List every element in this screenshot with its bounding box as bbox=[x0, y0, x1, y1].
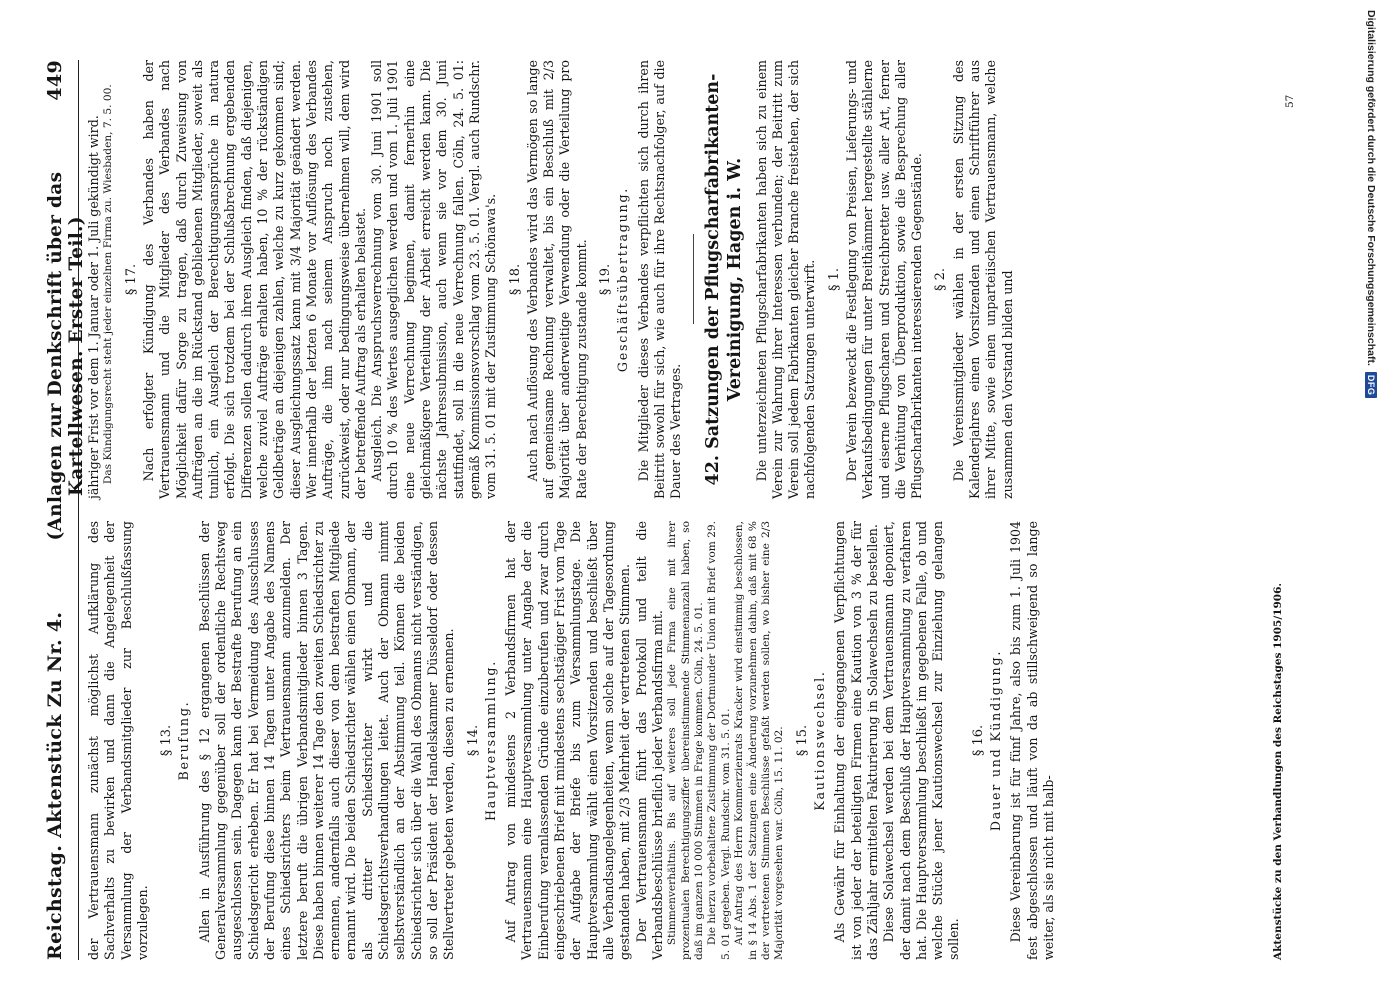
section-15-text-1: Als Gewähr für Einhaltung der eingegangenen Verpflichtungen ist von jeder der beteiligten Firmen eine Kaution von 3 % der für das Zähljahr ermittelten Fakturierung in Solawechseln zu bestellen. bbox=[832, 521, 880, 960]
document-page bbox=[40, 60, 1330, 960]
section-1-number: § 1. bbox=[826, 267, 842, 292]
section-18-text: Auch nach Auflösung des Verbandes wird das Vermögen so lange auf gemeinsame Rechnung verwaltet, bis ein Beschluß mit 2/3 Majorität über anderweitige Verwendung oder die Verteilung pro Rate der Berechtigung zustande kommt. bbox=[524, 60, 589, 499]
section-14-text-2: Der Vertrauensmann führt das Protokoll und teilt die Verbandsbeschlüsse brieflich jeder Verbandsfirma mit. bbox=[633, 521, 665, 960]
header-center: (Anlagen zur Denkschrift über das Kartellwesen. Erster Teil.) bbox=[45, 171, 87, 541]
section-14-note-1: Stimmenverhältnis. Bis auf weiteres soll jede Firma eine mit ihrer prozentualen Berechtigungsziffer übereinstimmende Stimmenanzahl haben, so daß im ganzen 10 000 Stimmen in Frage kommen. Cöln, 24. 5. 01. bbox=[666, 521, 705, 960]
section-17-ausgleich: Ausgleich. Die Anspruchsverrechnung vom 30. Juni 1901 soll durch 10 % des Wertes ausgeglichen werden und vom 1. Juli 1901 eine neue Verrechnung beginnen, damit fernerhin eine gleichmäßigere Verteilung der Arbeit erreicht werden kann. Die nächste Jahressubmission, auch wenn sie vor dem 30. Juni stattfindet, soll in die neue Verrechnung fallen. Cöln, 24. 5. 01: gemäß Kommissionsvorschlag vom 23. 5. 01. Vergl. auch Rundschr. vom 31. 5. 01 mit der Zustimmung Schönawa's. bbox=[369, 60, 499, 499]
section-14-text-1: Auf Antrag von mindestens 2 Verbandsfirmen hat der Vertrauensmann eine Hauptversammlung unter Angabe der die Einberufung veranlassenden Gründe einzuberufen und zwar durch eingeschriebenen Brief mit mindestens sechstägiger Frist vom Tage der Aufgabe der Briefe bis zum Versammlungstage. Die Hauptversammlung wählt einen Vorsitzenden und beschließt über alle Verbandsangelegenheiten, wenn solche auf der Tagesordnung gestanden haben, mit 2/3 Mehrheit der vertretenen Stimmen. bbox=[503, 521, 633, 960]
continuation-text: der Vertrauensmann zunächst möglichst Aufklärung des Sachverhalts zu bewirken und dann die Angelegenheit der Versammlung der Verbandsmitglieder zur Beschlußfassung vorzulegen. bbox=[86, 521, 150, 960]
section-14-note-2: Die hierzu vorbehaltene Zustimmung der Dortmunder Union mit Brief vom 29. 5. 01 gegeben. Vergl. Rundschr. vom 31. 5. 01. bbox=[706, 521, 732, 960]
section-13-number: § 13. bbox=[159, 724, 175, 757]
section-19-text: Die Mitglieder dieses Verbandes verpflichten sich durch ihren Beitritt sowohl für sich, wie auch für ihre Rechtsnachfolger, auf die Dauer des Vertrages. bbox=[635, 60, 684, 499]
running-head bbox=[44, 60, 87, 960]
continuation-text-right: jähriger Frist vor dem 1. Januar oder 1. Juli gekündigt wird. bbox=[86, 115, 101, 499]
section-17-number: § 17. bbox=[123, 263, 139, 296]
section-15-text-2: Diese Solawechsel werden bei dem Vertrauensmann deponiert, der damit nach dem Beschluß der Hauptversammlung zu verfahren hat. Die Hauptversammlung beschließt im gegebenen Falle, ob und welche Stücke jener Kautionswechsel zur Einziehung gelangen sollen. bbox=[881, 521, 962, 960]
section-2-number: § 2. bbox=[933, 267, 949, 292]
section-1-text: Der Verein bezweckt die Festlegung von Preisen, Lieferungs- und Verkaufsbedingungen für unter Breithämmer hergestellte stählerne und eiserne Pflugscharen und Streichbretter usw. aller Art, ferner die Verhütung von Überproduktion, sowie die Besprechung aller Pflugscharfabrikanten interessierenden Gegenstände. bbox=[843, 60, 925, 499]
section-16-text: Diese Vereinbarung ist für fünf Jahre, also bis zum 1. Juli 1904 fest abgeschlossen und läuft von da ab stillschweigend so lange weiter, als sie nicht mit halb- bbox=[1008, 521, 1056, 960]
section-14-title: Hauptversammlung. bbox=[482, 659, 498, 822]
section-15-number: § 15. bbox=[794, 724, 810, 757]
section-14-number: § 14. bbox=[465, 724, 481, 757]
section-16-title: Dauer und Kündigung. bbox=[988, 649, 1004, 832]
page-number: 449 bbox=[44, 60, 66, 101]
dfg-logo-icon: DFG bbox=[1365, 372, 1377, 399]
footer-text: Aktenstücke zu den Verhandlungen des Reichstages 1905/1906. bbox=[1272, 582, 1284, 960]
column-right bbox=[86, 60, 1057, 499]
digitization-credit bbox=[1365, 10, 1377, 990]
column-left bbox=[86, 521, 1057, 960]
credit-text: Digitalisierung gefördert durch die Deutsche Forschungsgemeinschaft. bbox=[1365, 10, 1377, 366]
section-divider bbox=[693, 235, 694, 325]
section-13-title: Berufung. bbox=[176, 700, 192, 781]
kuendigung-note: Das Kündigungsrecht steht jeder einzelnen Firma zu. Wiesbaden, 7. 5. 00. bbox=[102, 84, 115, 485]
document-42-title: 42. Satzungen der Pflugscharfabrikanten-Vereinigung, Hagen i. W. bbox=[702, 73, 745, 486]
section-13-text: Allen in Ausführung des § 12 ergangenen Beschlüssen der Generalversammlung gegenüber soll der ordentliche Rechtsweg ausgeschlossen sein. Dagegen kann der Bestrafte Berufung an ein Schiedsgericht erheben. Er hat bei Vermeidung des Ausschlusses der Berufung diese binnen 14 Tagen unter Angabe des Namens eines Schiedsrichters beim Vertrauensmann anzumelden. Der letztere beruft die übrigen Verbandsmitglieder binnen 3 Tagen. Diese haben binnen weiterer 14 Tage den zweiten Schiedsrichter zu ernennen, andernfalls auch dieser von dem bestraften Mitgliede ernannt wird. Die beiden Schiedsrichter wählen einen Obmann, der als dritter Schiedsrichter wirkt und die Schiedsgerichtsverhandlungen leitet. Auch der Obmann nimmt selbstverständlich an der Abstimmung teil. Können die beiden Schiedsrichter sich über die Wahl des Obmanns nicht verständigen, so soll der Präsident der Handelskammer Düsseldorf oder dessen Stellvertreter gebeten werden, diesen zu ernennen. bbox=[196, 521, 457, 960]
statute-intro: Die unterzeichneten Pflugscharfabrikanten haben sich zu einem Verein zur Wahrung ihrer Interessen verbunden; der Beitritt zum Verein soll jedem Fabrikanten gleicher Branche freistehen, der sich nachfolgenden Satzungen unterwirft. bbox=[753, 60, 818, 499]
section-17-text: Nach erfolgter Kündigung des Verbandes haben der Vertrauensmann und die Mitglieder des Verbandes nach Möglichkeit dafür Sorge zu tragen, daß durch Zuweisung von Aufträgen an die im Rückstand gebliebenen Mitglieder, soweit als tunlich, ein Ausgleich der Berechtigungsansprüche in natura erfolgt. Die sich trotzdem bei der Schlußabrechnung ergebenden Differenzen sollen dadurch ihren Ausgleich finden, daß diejenigen, welche zuviel Aufträge erhalten haben, 10 % der rückständigen Geldbeträge an diejenigen zahlen, welche zu kurz gekommen sind; dieser Ausgleichungssatz kann mit 3/4 Majorität geändert werden. Wer innerhalb der letzten 6 Monate vor Auflösung des Verbandes Aufträge, die ihm nach seinem Anspruch noch zustehen, zurückweist, oder nur bedingungsweise übernehmen will, dem wird der betreffende Auftrag als erhalten belastet. bbox=[141, 60, 368, 499]
section-2-text: Die Vereinsmitglieder wählen in der ersten Sitzung des Kalenderjahres einen Vorsitzenden und einen Schriftführer aus ihrer Mitte, sowie einen unparteiischen Vertrauensmann, welche zusammen den Vorstand bilden und bbox=[950, 60, 1015, 499]
header-left: Reichstag. Aktenstück Zu Nr. 4. bbox=[44, 611, 66, 960]
section-18-number: § 18. bbox=[507, 263, 523, 296]
section-15-title: Kautionswechsel. bbox=[812, 670, 828, 811]
section-14-note-3: Auf Antrag des Herrn Kommerzienrats Kracker wird einstimmig beschlossen, in § 14 Abs. 1 der Satzungen eine Änderung vorzunehmen dahin, daß mit 68 % der vertretenen Stimmen Beschlüsse gefaßt werden sollen, wo bisher eine 2/3 Majorität vorgesehen war. Cöln, 15. 11. 02. bbox=[733, 521, 786, 960]
section-19-title: Geschäftsübertragung. bbox=[615, 186, 631, 373]
section-19-number: § 19. bbox=[598, 263, 614, 296]
footer-page-number: 57 bbox=[1284, 94, 1296, 108]
section-16-number: § 16. bbox=[970, 724, 986, 757]
